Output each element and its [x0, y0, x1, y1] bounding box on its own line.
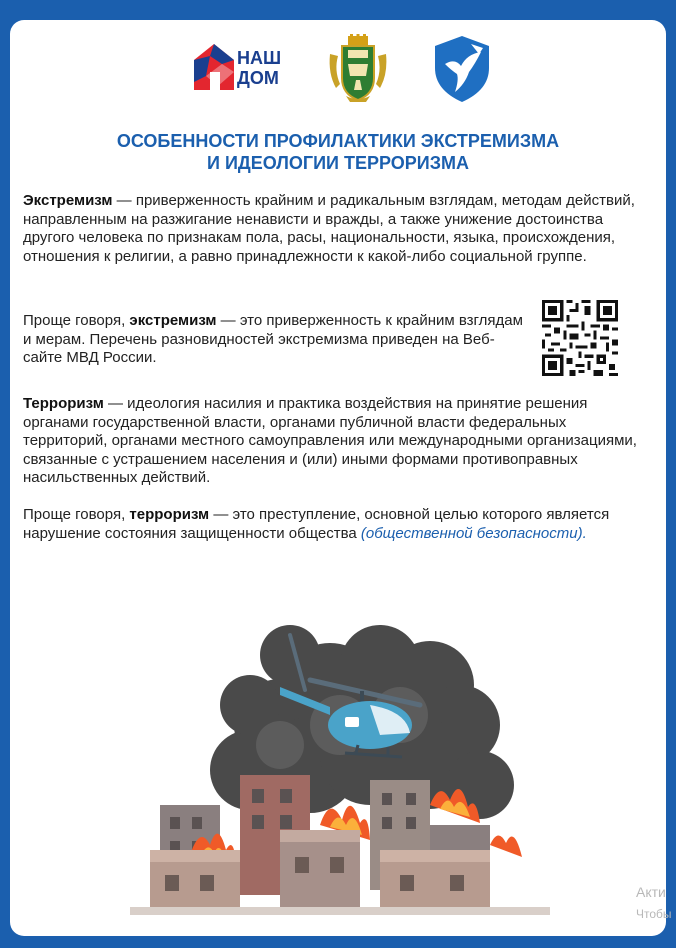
public-safety-emphasis: (общественной безопасности).: [360, 524, 587, 542]
title-line-1: ОСОБЕННОСТИ ПРОФИЛАКТИКИ ЭКСТРЕМИЗМА: [116, 131, 560, 151]
house-logo-icon: [192, 42, 236, 92]
terrorism-simple-explanation: [23, 506, 623, 543]
extremism-term: Экстремизм: [23, 192, 113, 209]
terrorism-simple-term: терроризм: [129, 506, 210, 523]
extremism-definition: [23, 192, 653, 266]
terrorism-term: Терроризм: [23, 395, 104, 412]
terrorism-simple-text: — это преступление, основной целью которого является нарушение состояния защищенности общества: [23, 506, 610, 542]
brand-line-1: НАШ: [237, 48, 282, 68]
extremism-simple-explanation: [23, 312, 533, 368]
terrorism-simple-prefix: Проще говоря,: [23, 506, 130, 523]
shield-logo: [431, 34, 493, 104]
burning-city-helicopter-illustration: [130, 595, 550, 915]
extremism-simple-prefix: Проще говоря,: [23, 312, 130, 329]
activation-watermark-line-1: Акти: [636, 884, 666, 900]
shield-bird-icon: [431, 34, 493, 104]
coat-of-arms-icon: [326, 34, 390, 104]
title-line-2: И ИДЕОЛОГИИ ТЕРРОРИЗМА: [207, 153, 469, 173]
extremism-simple-term: экстремизм: [129, 312, 217, 329]
extremism-simple-text: — это приверженность к крайним взглядам и мерам. Перечень разновидностей экстремизма приведен на Веб-сайте МВД России.: [23, 312, 523, 366]
qr-code-icon[interactable]: [542, 300, 618, 376]
page-title: [30, 130, 646, 174]
nash-dom-logo: [192, 40, 300, 100]
poster: [10, 20, 672, 936]
coat-of-arms-logo: [326, 34, 390, 104]
extremism-definition-text: — приверженность крайним и радикальным взглядам, методам действий, направленным на разжигание ненависти и вражды, а также унижение достоинства другого человека по признакам пола, расы, национальности, языка, происхождения, отношения к религии, а равно принадлежности к какой-либо социальной группе.: [23, 192, 635, 265]
activation-watermark-line-2: Чтобы: [636, 907, 672, 921]
terrorism-definition: [23, 395, 653, 488]
brand-line-2: ДОМ: [237, 68, 279, 88]
terrorism-definition-text: — идеология насилия и практика воздействия на принятие решения органами государственной власти, органами публичной власти федеральных территорий, органами местного самоуправления или международными организациями, связанные с устрашением населения и (или) иными формами противоправных насильственных действий.: [23, 395, 637, 486]
logo-bar: [10, 34, 666, 104]
